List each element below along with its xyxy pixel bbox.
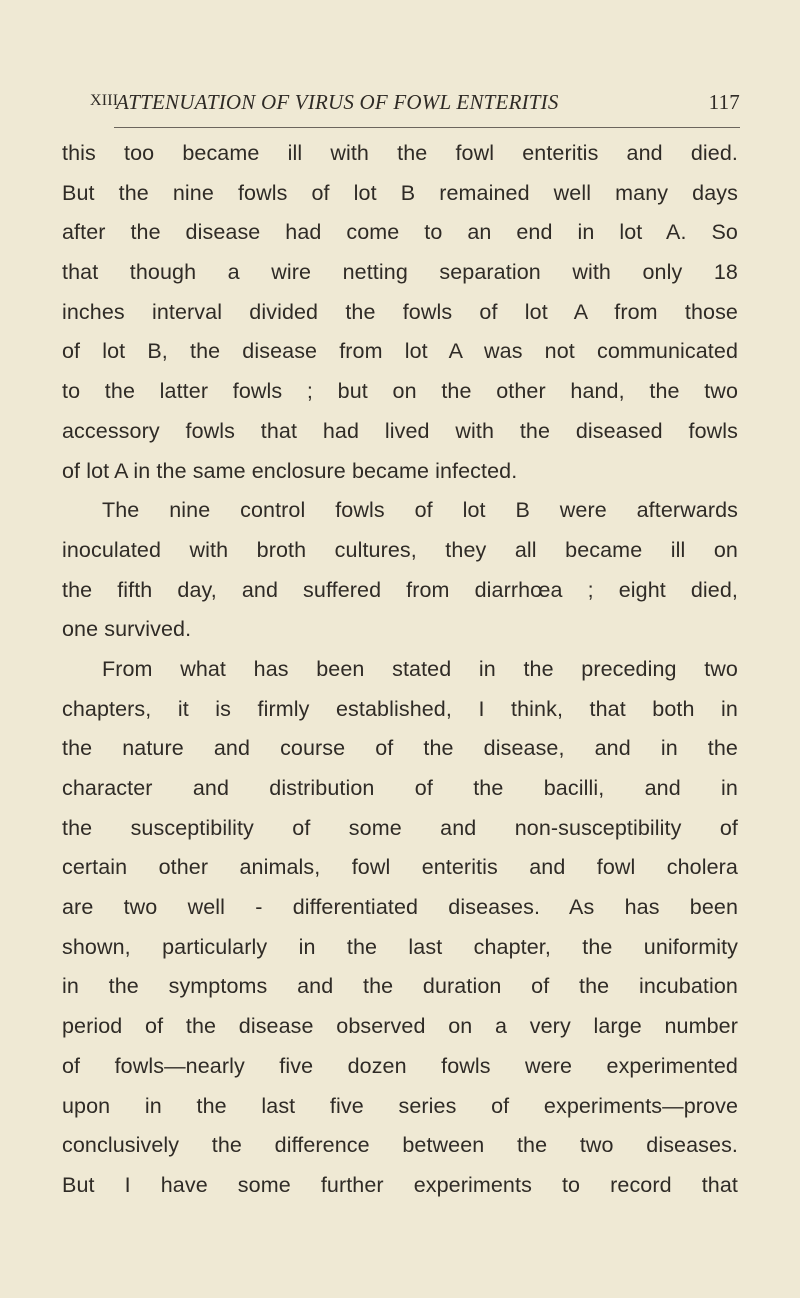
text-line: one survived. bbox=[62, 617, 192, 642]
text-line: upon in the last five series of experiments—prove bbox=[62, 1093, 738, 1118]
text-line: The nine control fowls of lot B were afterwards bbox=[102, 498, 738, 523]
text-line: inoculated with broth cultures, they all became ill on bbox=[62, 537, 738, 562]
text-line: in the symptoms and the duration of the incubation bbox=[62, 974, 738, 999]
text-line: of lot B, the disease from lot A was not communicated bbox=[62, 339, 738, 364]
running-title: ATTENUATION OF VIRUS OF FOWL ENTERITIS bbox=[116, 90, 559, 114]
body-text bbox=[62, 134, 738, 1206]
text-line: of fowls—nearly five dozen fowls were experimented bbox=[62, 1053, 738, 1078]
header-rule bbox=[114, 127, 740, 128]
running-head bbox=[90, 90, 740, 120]
text-line: to the latter fowls ; but on the other hand, the two bbox=[62, 379, 738, 404]
text-line: the fifth day, and suffered from diarrhœa ; eight died, bbox=[62, 577, 738, 602]
text-line: accessory fowls that had lived with the diseased fowls bbox=[62, 418, 738, 443]
text-line: that though a wire netting separation with only 18 bbox=[62, 260, 738, 285]
text-line: of lot A in the same enclosure became infected. bbox=[62, 458, 518, 483]
text-line: chapters, it is firmly established, I think, that both in bbox=[62, 696, 738, 721]
text-line: the nature and course of the disease, and in the bbox=[62, 736, 738, 761]
text-line: inches interval divided the fowls of lot A from those bbox=[62, 299, 738, 324]
text-line: But the nine fowls of lot B remained well many days bbox=[62, 180, 738, 205]
text-line: certain other animals, fowl enteritis and fowl cholera bbox=[62, 855, 738, 880]
text-line: period of the disease observed on a very large number bbox=[62, 1014, 738, 1039]
text-line: after the disease had come to an end in lot A. So bbox=[62, 220, 738, 245]
chapter-number: XIII bbox=[90, 92, 119, 109]
text-line: the susceptibility of some and non-susceptibility of bbox=[62, 815, 738, 840]
text-line: this too became ill with the fowl enteritis and died. bbox=[62, 141, 738, 165]
text-line: From what has been stated in the preceding two bbox=[102, 656, 738, 681]
text-line: are two well - differentiated diseases. As has been bbox=[62, 895, 738, 920]
text-line: character and distribution of the bacilli, and in bbox=[62, 776, 738, 800]
text-line: conclusively the difference between the two diseases. bbox=[62, 1133, 738, 1158]
page-number: 117 bbox=[708, 90, 740, 114]
text-line: shown, particularly in the last chapter, the uniformity bbox=[62, 934, 738, 959]
text-line: But I have some further experiments to record that bbox=[62, 1172, 738, 1197]
